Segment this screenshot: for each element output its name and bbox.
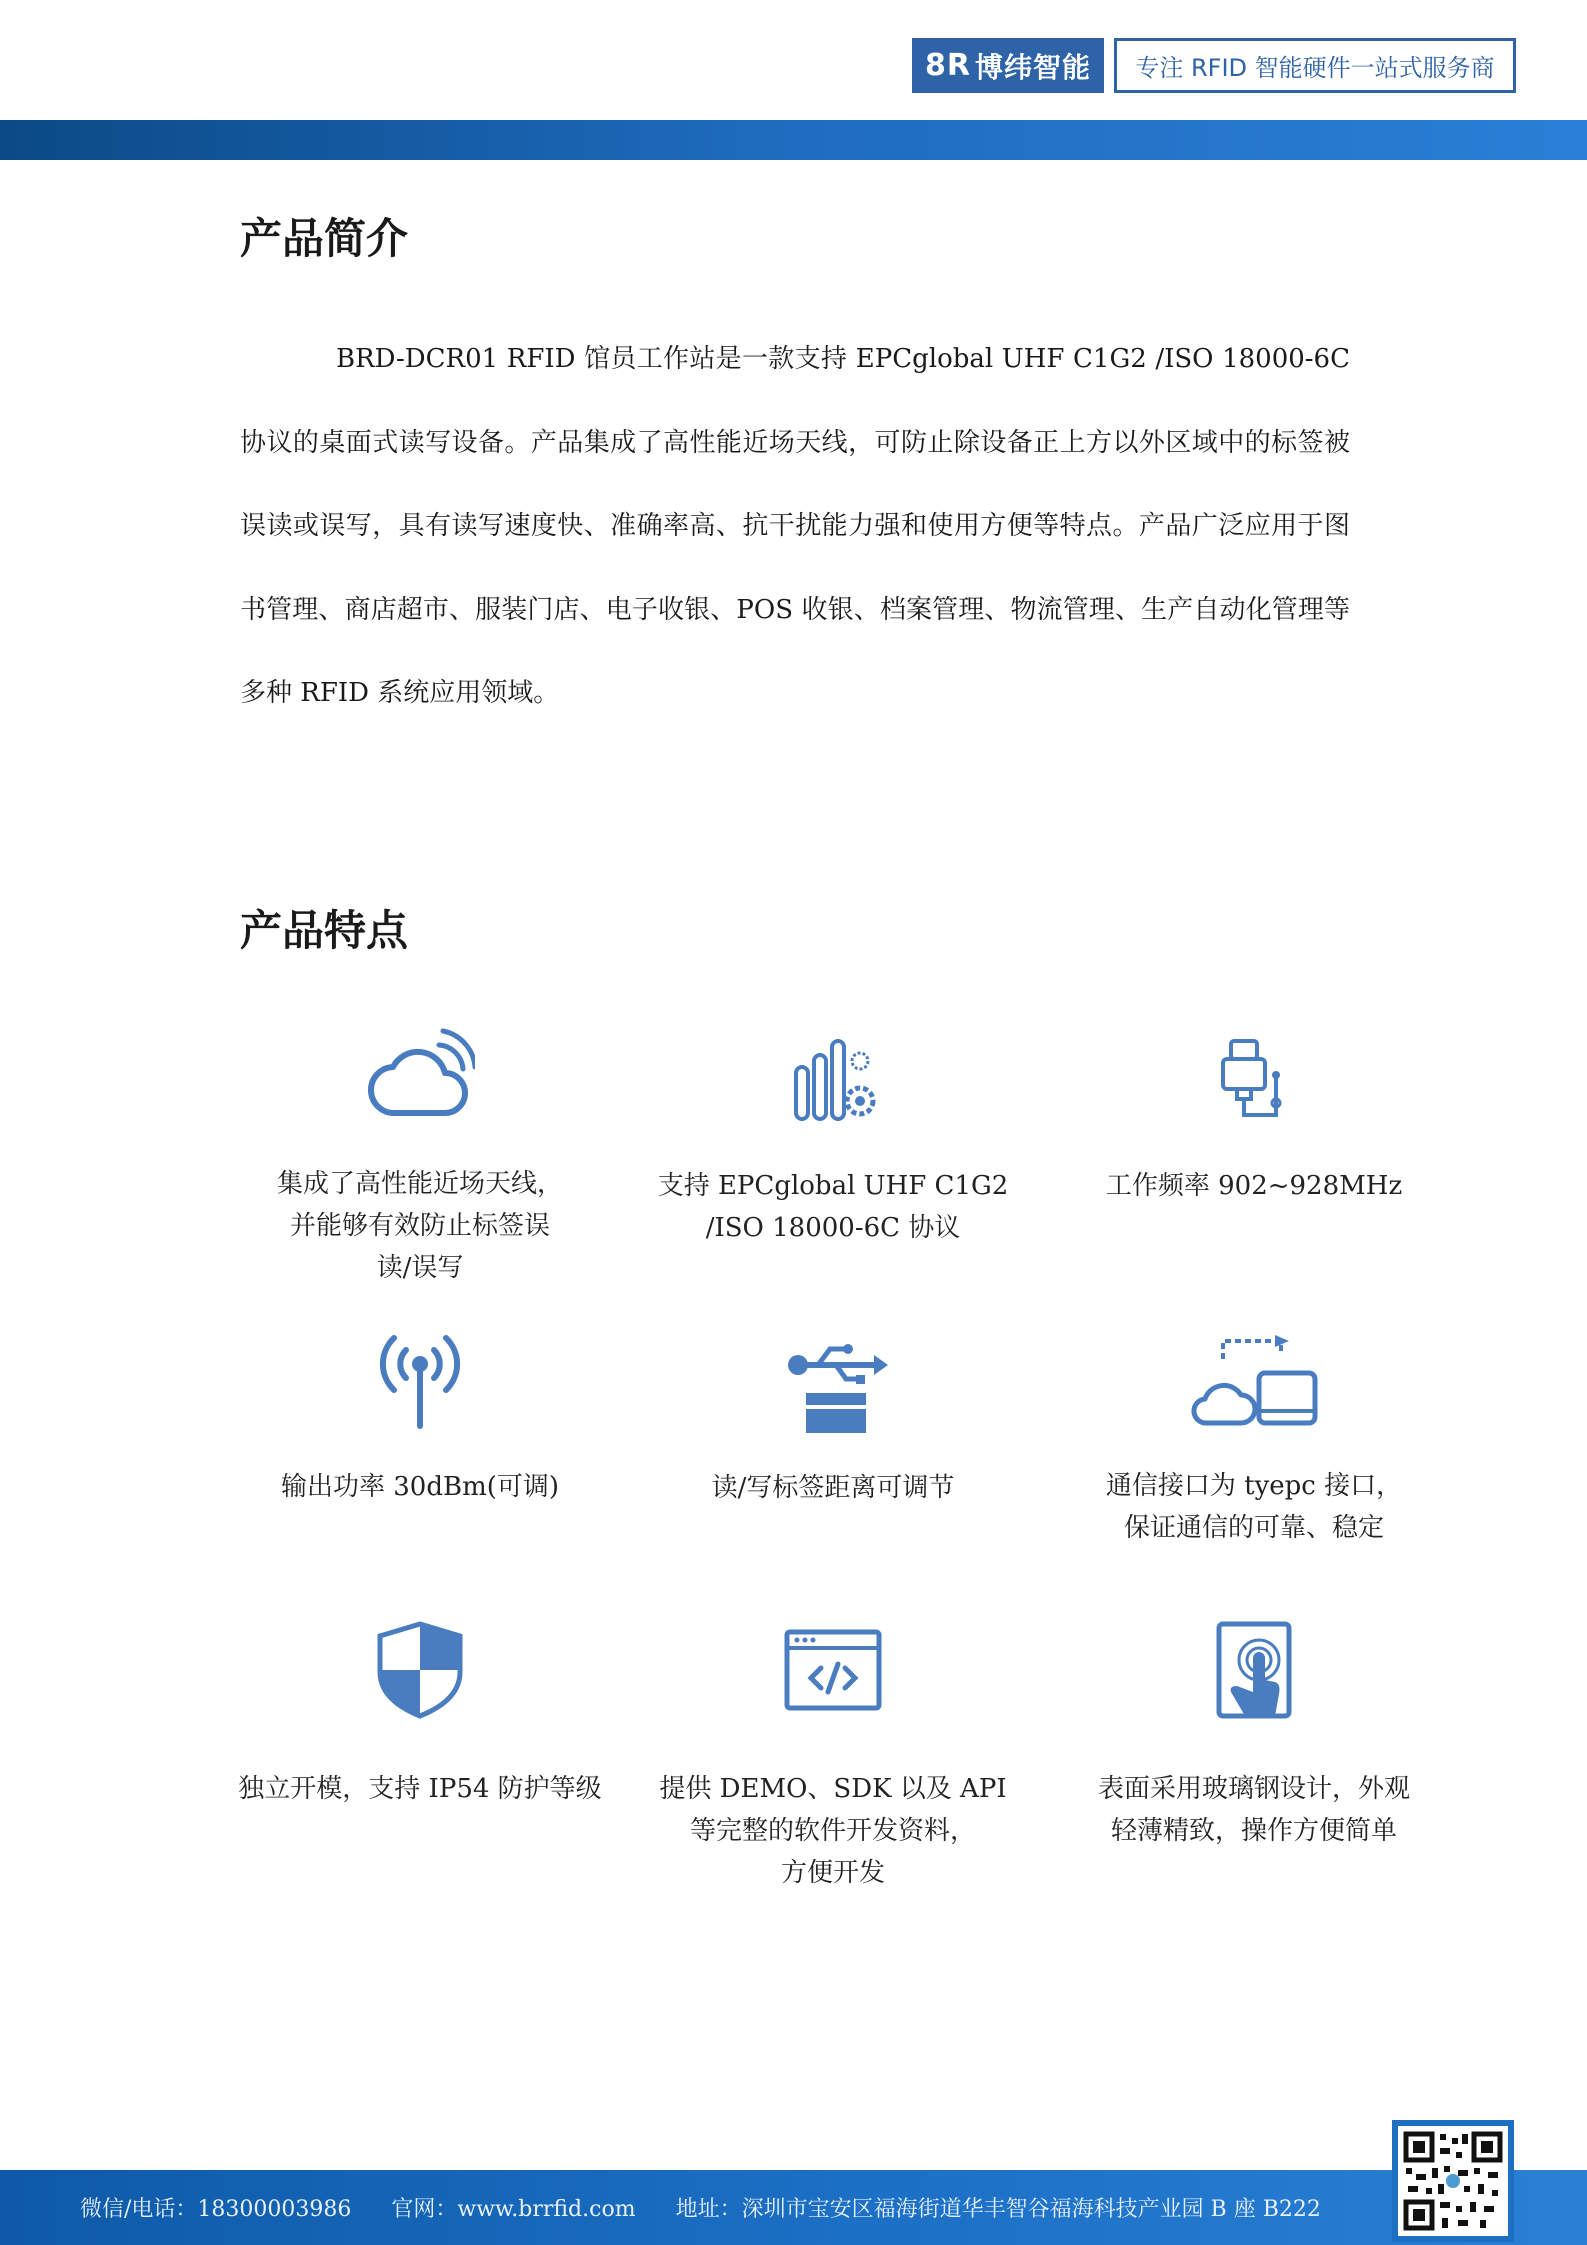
usb-drive-icon bbox=[778, 1335, 888, 1435]
slogan-text: 专注 RFID 智能硬件一站式服务商 bbox=[1135, 54, 1495, 82]
feature-line: 读/误写 bbox=[376, 1253, 464, 1283]
footer-contact: 微信/电话：18300003986 bbox=[80, 2197, 352, 2222]
feature-item-surface bbox=[1064, 1620, 1444, 1852]
header-bar bbox=[0, 120, 1587, 160]
feature-line: 输出功率 30dBm(可调) bbox=[280, 1472, 560, 1502]
feature-item-sdk bbox=[643, 1628, 1023, 1894]
signal-gear-icon bbox=[778, 1035, 888, 1125]
feature-item-near-field bbox=[230, 1025, 610, 1289]
brand-mark: 8R bbox=[925, 48, 971, 83]
feature-item-frequency bbox=[1064, 1035, 1444, 1207]
feature-line: 读/写标签距离可调节 bbox=[711, 1473, 955, 1503]
feature-item-protocol bbox=[643, 1035, 1023, 1249]
antenna-icon bbox=[370, 1330, 470, 1430]
feature-line: 等完整的软件开发资料， bbox=[689, 1816, 976, 1846]
slogan-box bbox=[1114, 38, 1516, 93]
feature-item-power bbox=[230, 1330, 610, 1508]
usb-plug-icon bbox=[1209, 1035, 1299, 1125]
feature-line: 方便开发 bbox=[780, 1858, 885, 1888]
feature-line: 集成了高性能近场天线， bbox=[276, 1169, 563, 1199]
intro-title: 产品简介 bbox=[240, 214, 409, 263]
feature-item-distance bbox=[643, 1335, 1023, 1509]
feature-line: 保证通信的可靠、稳定 bbox=[1123, 1513, 1384, 1543]
brand-logo bbox=[912, 38, 1104, 93]
cloud-transfer-icon bbox=[1189, 1335, 1319, 1435]
intro-paragraph: BRD-DCR01 RFID 馆员工作站是一款支持 EPCglobal UHF C1G2 /ISO 18000-6C 协议的桌面式读写设备。产品集成了高性能近场天线，可防止除设备正上方以外区域中的标签被误读或误写，具有读写速度快、准确率高、抗干扰能力强和使用方便等特点。产品广泛应用于图书管理、商店超市、服装门店、电子收银、POS 收银、档案管理、物流管理、生产自动化管理等多种 RFID 系统应用领域。 bbox=[240, 344, 1350, 708]
feature-line: /ISO 18000-6C 协议 bbox=[705, 1213, 961, 1243]
touch-tablet-icon bbox=[1209, 1620, 1299, 1720]
footer-bar bbox=[0, 2170, 1587, 2245]
cloud-signal-icon bbox=[365, 1025, 475, 1125]
feature-line: 并能够有效防止标签误 bbox=[289, 1211, 550, 1241]
feature-item-protection bbox=[230, 1620, 610, 1810]
feature-line: 独立开模，支持 IP54 防护等级 bbox=[238, 1774, 602, 1804]
feature-line: 通信接口为 tyepc 接口， bbox=[1105, 1471, 1403, 1501]
feature-line: 轻薄精致，操作方便简单 bbox=[1110, 1816, 1397, 1846]
feature-line: 提供 DEMO、SDK 以及 API bbox=[659, 1774, 1007, 1804]
feature-line: 支持 EPCglobal UHF C1G2 bbox=[657, 1171, 1009, 1201]
features-title: 产品特点 bbox=[240, 906, 409, 955]
brand-name: 博纬智能 bbox=[974, 50, 1091, 84]
footer-address: 地址：深圳市宝安区福海街道华丰智谷福海科技产业园 B 座 B222 bbox=[675, 2197, 1321, 2222]
feature-line: 工作频率 902~928MHz bbox=[1105, 1171, 1403, 1201]
footer-website[interactable]: 官网：www.brrfid.com bbox=[391, 2197, 636, 2222]
feature-line: 表面采用玻璃钢设计，外观 bbox=[1097, 1774, 1410, 1804]
shield-icon bbox=[370, 1620, 470, 1720]
code-window-icon bbox=[783, 1628, 883, 1712]
feature-item-interface bbox=[1064, 1335, 1444, 1549]
qr-code-icon bbox=[1392, 2120, 1514, 2242]
